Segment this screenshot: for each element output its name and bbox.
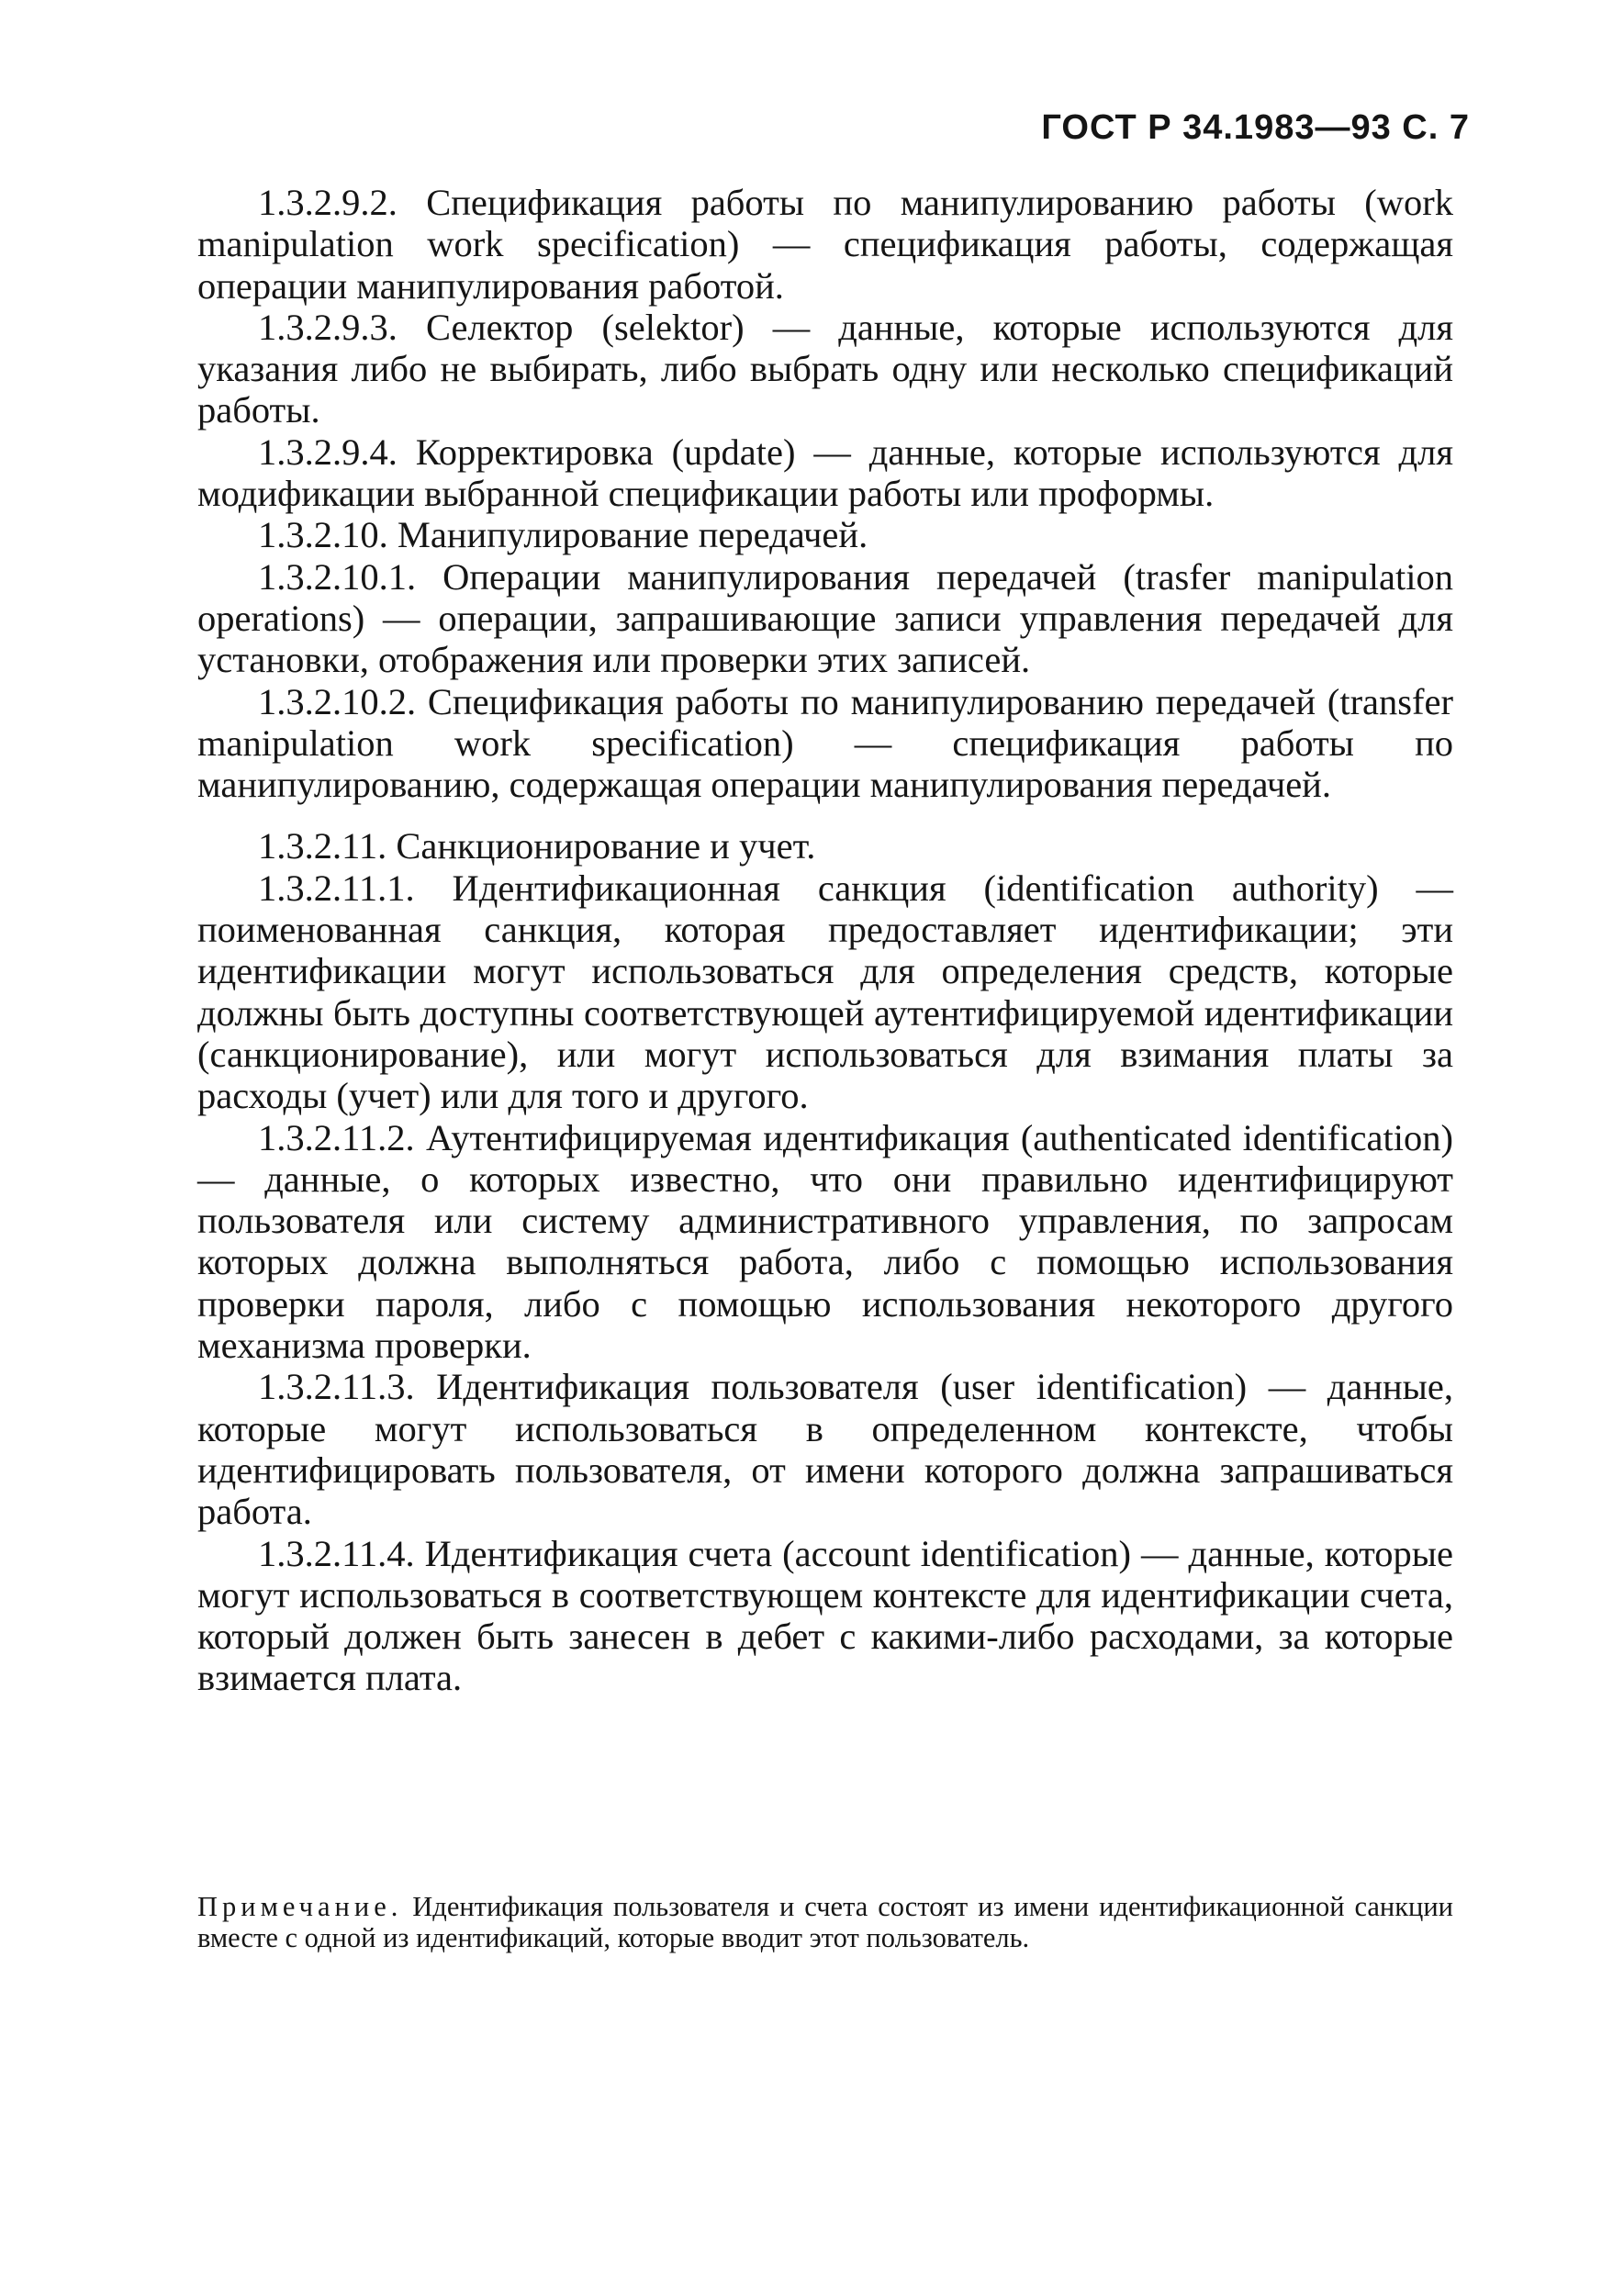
paragraph-1-3-2-11-3: 1.3.2.11.3. Идентификация пользователя (user identification) — данные, которые могут использоваться в определенном контексте, чтобы идентифицировать пользователя, от имени которого должна запрашиваться работа.	[197, 1366, 1453, 1533]
paragraph-1-3-2-11-4: 1.3.2.11.4. Идентификация счета (account identification) — данные, которые могут использоваться в соответствующем контексте для идентификации счета, который должен быть занесен в дебет с какими-либо расходами, за которые взимается плата.	[197, 1532, 1453, 1699]
note-label: Примечание.	[197, 1891, 403, 1922]
paragraph-1-3-2-10-1: 1.3.2.10.1. Операции манипулирования передачей (trasfer manipulation operations) — операции, запрашивающие записи управления передачей для установки, отображения или проверки этих записей.	[197, 555, 1453, 681]
paragraph-1-3-2-10-2: 1.3.2.10.2. Спецификация работы по манипулированию передачей (transfer manipulation work specification) — спецификация работы по манипулированию, содержащая операции манипулирования передачей.	[197, 680, 1453, 806]
paragraph-1-3-2-11-1: 1.3.2.11.1. Идентификационная санкция (identification authority) — поименованная санкция, которая предоставляет идентификации; эти идентификации могут использоваться для определения средств, которые должны быть доступны соответствующей аутентифицируемой идентификации (санкционирование), или могут использоваться для взимания платы за расходы (учет) или для того и другого.	[197, 867, 1453, 1117]
paragraph-1-3-2-11-2: 1.3.2.11.2. Аутентифицируемая идентификация (authenticated identification) — данные, о которых известно, что они правильно идентифицируют пользователя или систему административного управления, по запросам которых должна выполняться работа, либо с помощью использования проверки пароля, либо с помощью использования некоторого другого механизма проверки.	[197, 1116, 1453, 1367]
paragraph-1-3-2-9-2: 1.3.2.9.2. Спецификация работы по манипулированию работы (work manipulation work specification) — спецификация работы, содержащая операции манипулирования работой.	[197, 182, 1453, 307]
paragraph-1-3-2-9-3: 1.3.2.9.3. Селектор (selektor) — данные, которые используются для указания либо не выбирать, либо выбрать одну или несколько спецификаций работы.	[197, 306, 1453, 431]
paragraph-1-3-2-10: 1.3.2.10. Манипулирование передачей.	[258, 514, 868, 556]
note-paragraph	[197, 1891, 1453, 1953]
paragraph-1-3-2-11: 1.3.2.11. Санкционирование и учет.	[258, 825, 816, 867]
paragraph-1-3-2-9-4: 1.3.2.9.4. Корректировка (update) — данные, которые используются для модификации выбранной спецификации работы или проформы.	[197, 431, 1453, 515]
footnote	[197, 1891, 1453, 1953]
page-header: ГОСТ Р 34.1983—93 С. 7	[1041, 108, 1470, 147]
main-text	[197, 182, 1453, 1699]
note-text: Идентификация пользователя и счета состоят из имени идентификационной санкции вместе с одной из идентификаций, которые вводит этот пользователь.	[197, 1891, 1454, 1953]
